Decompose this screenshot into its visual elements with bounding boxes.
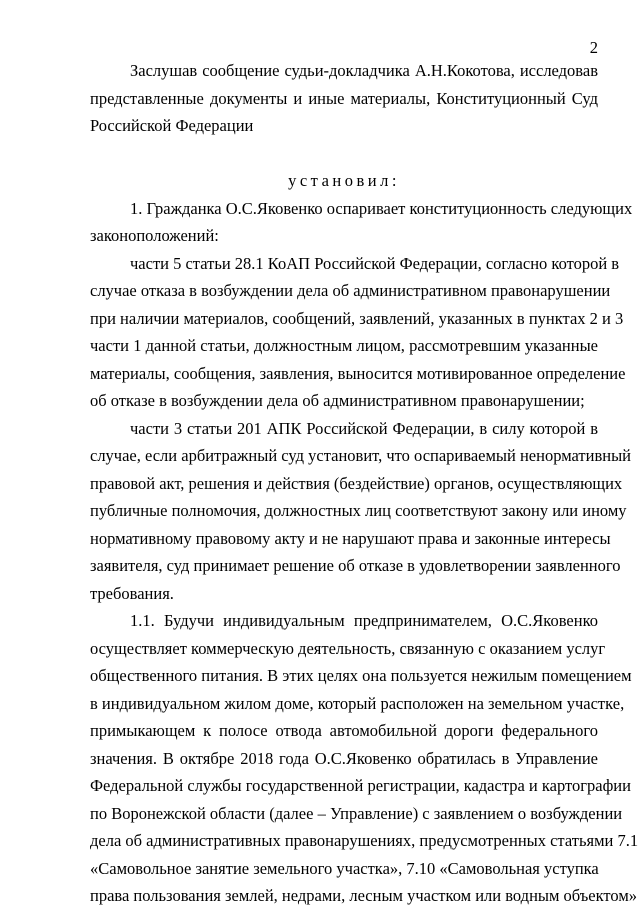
text-line: правовой акт, решения и действия (бездействие) органов, осуществляющих (90, 473, 623, 493)
text-line: части 3 статьи 201 АПК Российской Федерации, в силу которой в (130, 418, 598, 438)
text-line: дела об административных правонарушениях, предусмотренных статьями 7.1 (90, 831, 639, 850)
text-line: значения. В октябре 2018 года О.С.Яковенко обратилась в Управление (90, 748, 598, 768)
text-line: 1.1. Будучи индивидуальным предпринимателем, О.С.Яковенко (130, 611, 598, 630)
text-line: Федеральной службы государственной регистрации, кадастра и картографии (90, 776, 631, 795)
text-line: части 5 статьи 28.1 КоАП Российской Федерации, согласно которой в (130, 253, 620, 273)
page-number: 2 (589, 38, 598, 57)
section-heading: установил: (288, 171, 400, 190)
text-line: материалы, сообщения, заявления, выносится мотивированное определение (90, 363, 626, 383)
text-line: общественного питания. В этих целях она пользуется нежилым помещением (90, 666, 632, 685)
text-line: представленные документы и иные материалы, Конституционный Суд (90, 88, 598, 108)
text-line: осуществляет коммерческую деятельность, связанную с оказанием услуг (90, 638, 606, 658)
text-line: права пользования землей, недрами, лесным участком или водным объектом» (90, 886, 638, 905)
text-line: «Самовольное занятие земельного участка», 7.10 «Самовольная уступка (90, 858, 599, 878)
text-line: заявителя, суд принимает решение об отказе в удовлетворении заявленного (90, 556, 621, 575)
text-line: случае отказа в возбуждении дела об административном правонарушении (90, 281, 611, 300)
text-line: Заслушав сообщение судьи-докладчика А.Н.Кокотова, исследовав (130, 61, 598, 80)
text-line: части 1 данной статьи, должностным лицом, рассмотревшим указанные (90, 336, 598, 355)
text-line: Российской Федерации (90, 116, 254, 135)
text-line: об отказе в возбуждении дела об административном правонарушении; (90, 391, 585, 410)
document-body (90, 57, 639, 910)
text-line: случае, если арбитражный суд установит, что оспариваемый ненормативный (90, 446, 631, 465)
text-line: требования. (90, 583, 174, 603)
text-line: 1. Гражданка О.С.Яковенко оспаривает конституционность следующих (130, 198, 633, 218)
text-line: в индивидуальном жилом доме, который расположен на земельном участке, (90, 693, 625, 713)
text-line: публичные полномочия, должностных лиц соответствуют закону или иному (90, 501, 627, 520)
text-line: по Воронежской области (далее – Управление) с заявлением о возбуждении (90, 803, 623, 823)
text-line: законоположений: (90, 226, 219, 245)
text-line: при наличии материалов, сообщений, заявлений, указанных в пунктах 2 и 3 (90, 308, 624, 328)
text-line: примыкающем к полосе отвода автомобильной дороги федерального (90, 721, 598, 740)
text-line: нормативному правовому акту и не нарушают права и законные интересы (90, 528, 611, 548)
paragraph-spacer (90, 140, 598, 168)
